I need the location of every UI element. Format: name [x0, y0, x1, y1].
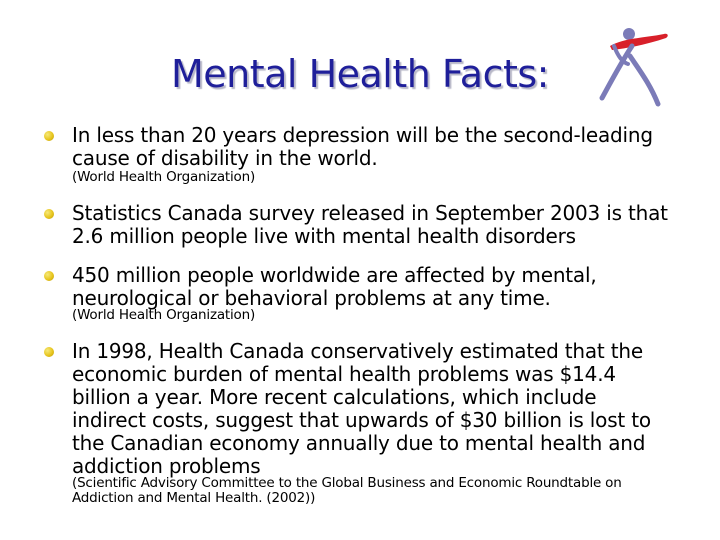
bullet-source: (World Health Organization)	[72, 307, 256, 323]
bullet-text: Statistics Canada survey released in September 2003 is that 2.6 million people live with mental health disorders	[72, 201, 668, 248]
slide-title: Mental Health Facts:	[171, 52, 549, 96]
logo-ribbon	[610, 34, 668, 50]
bullet-dot-icon	[44, 131, 54, 141]
bullet-dot-icon	[44, 271, 54, 281]
bullet-text: In 1998, Health Canada conservatively estimated that the economic burden of mental health problems was $14.4 billion a year. More recent calculations, which include indirect costs, suggest that upwards of $30 billion is lost to the Canadian economy annually due to mental health and addiction problems	[72, 339, 651, 478]
figure-ribbon-logo-icon	[592, 16, 670, 116]
logo-leg-right	[630, 56, 658, 104]
bullet-source: (World Health Organization)	[72, 169, 256, 185]
logo-head	[623, 28, 635, 40]
bullet-dot-icon	[44, 209, 54, 219]
bullet-source: (Scientific Advisory Committee to the Global Business and Economic Roundtable on Addiction and Mental Health. (2002))	[72, 475, 622, 506]
bullet-dot-icon	[44, 347, 54, 357]
bullet-text: In less than 20 years depression will be the second-leading cause of disability in the world.	[72, 123, 653, 170]
bullet-text: 450 million people worldwide are affected by mental, neurological or behavioral problems at any time.	[72, 263, 597, 310]
